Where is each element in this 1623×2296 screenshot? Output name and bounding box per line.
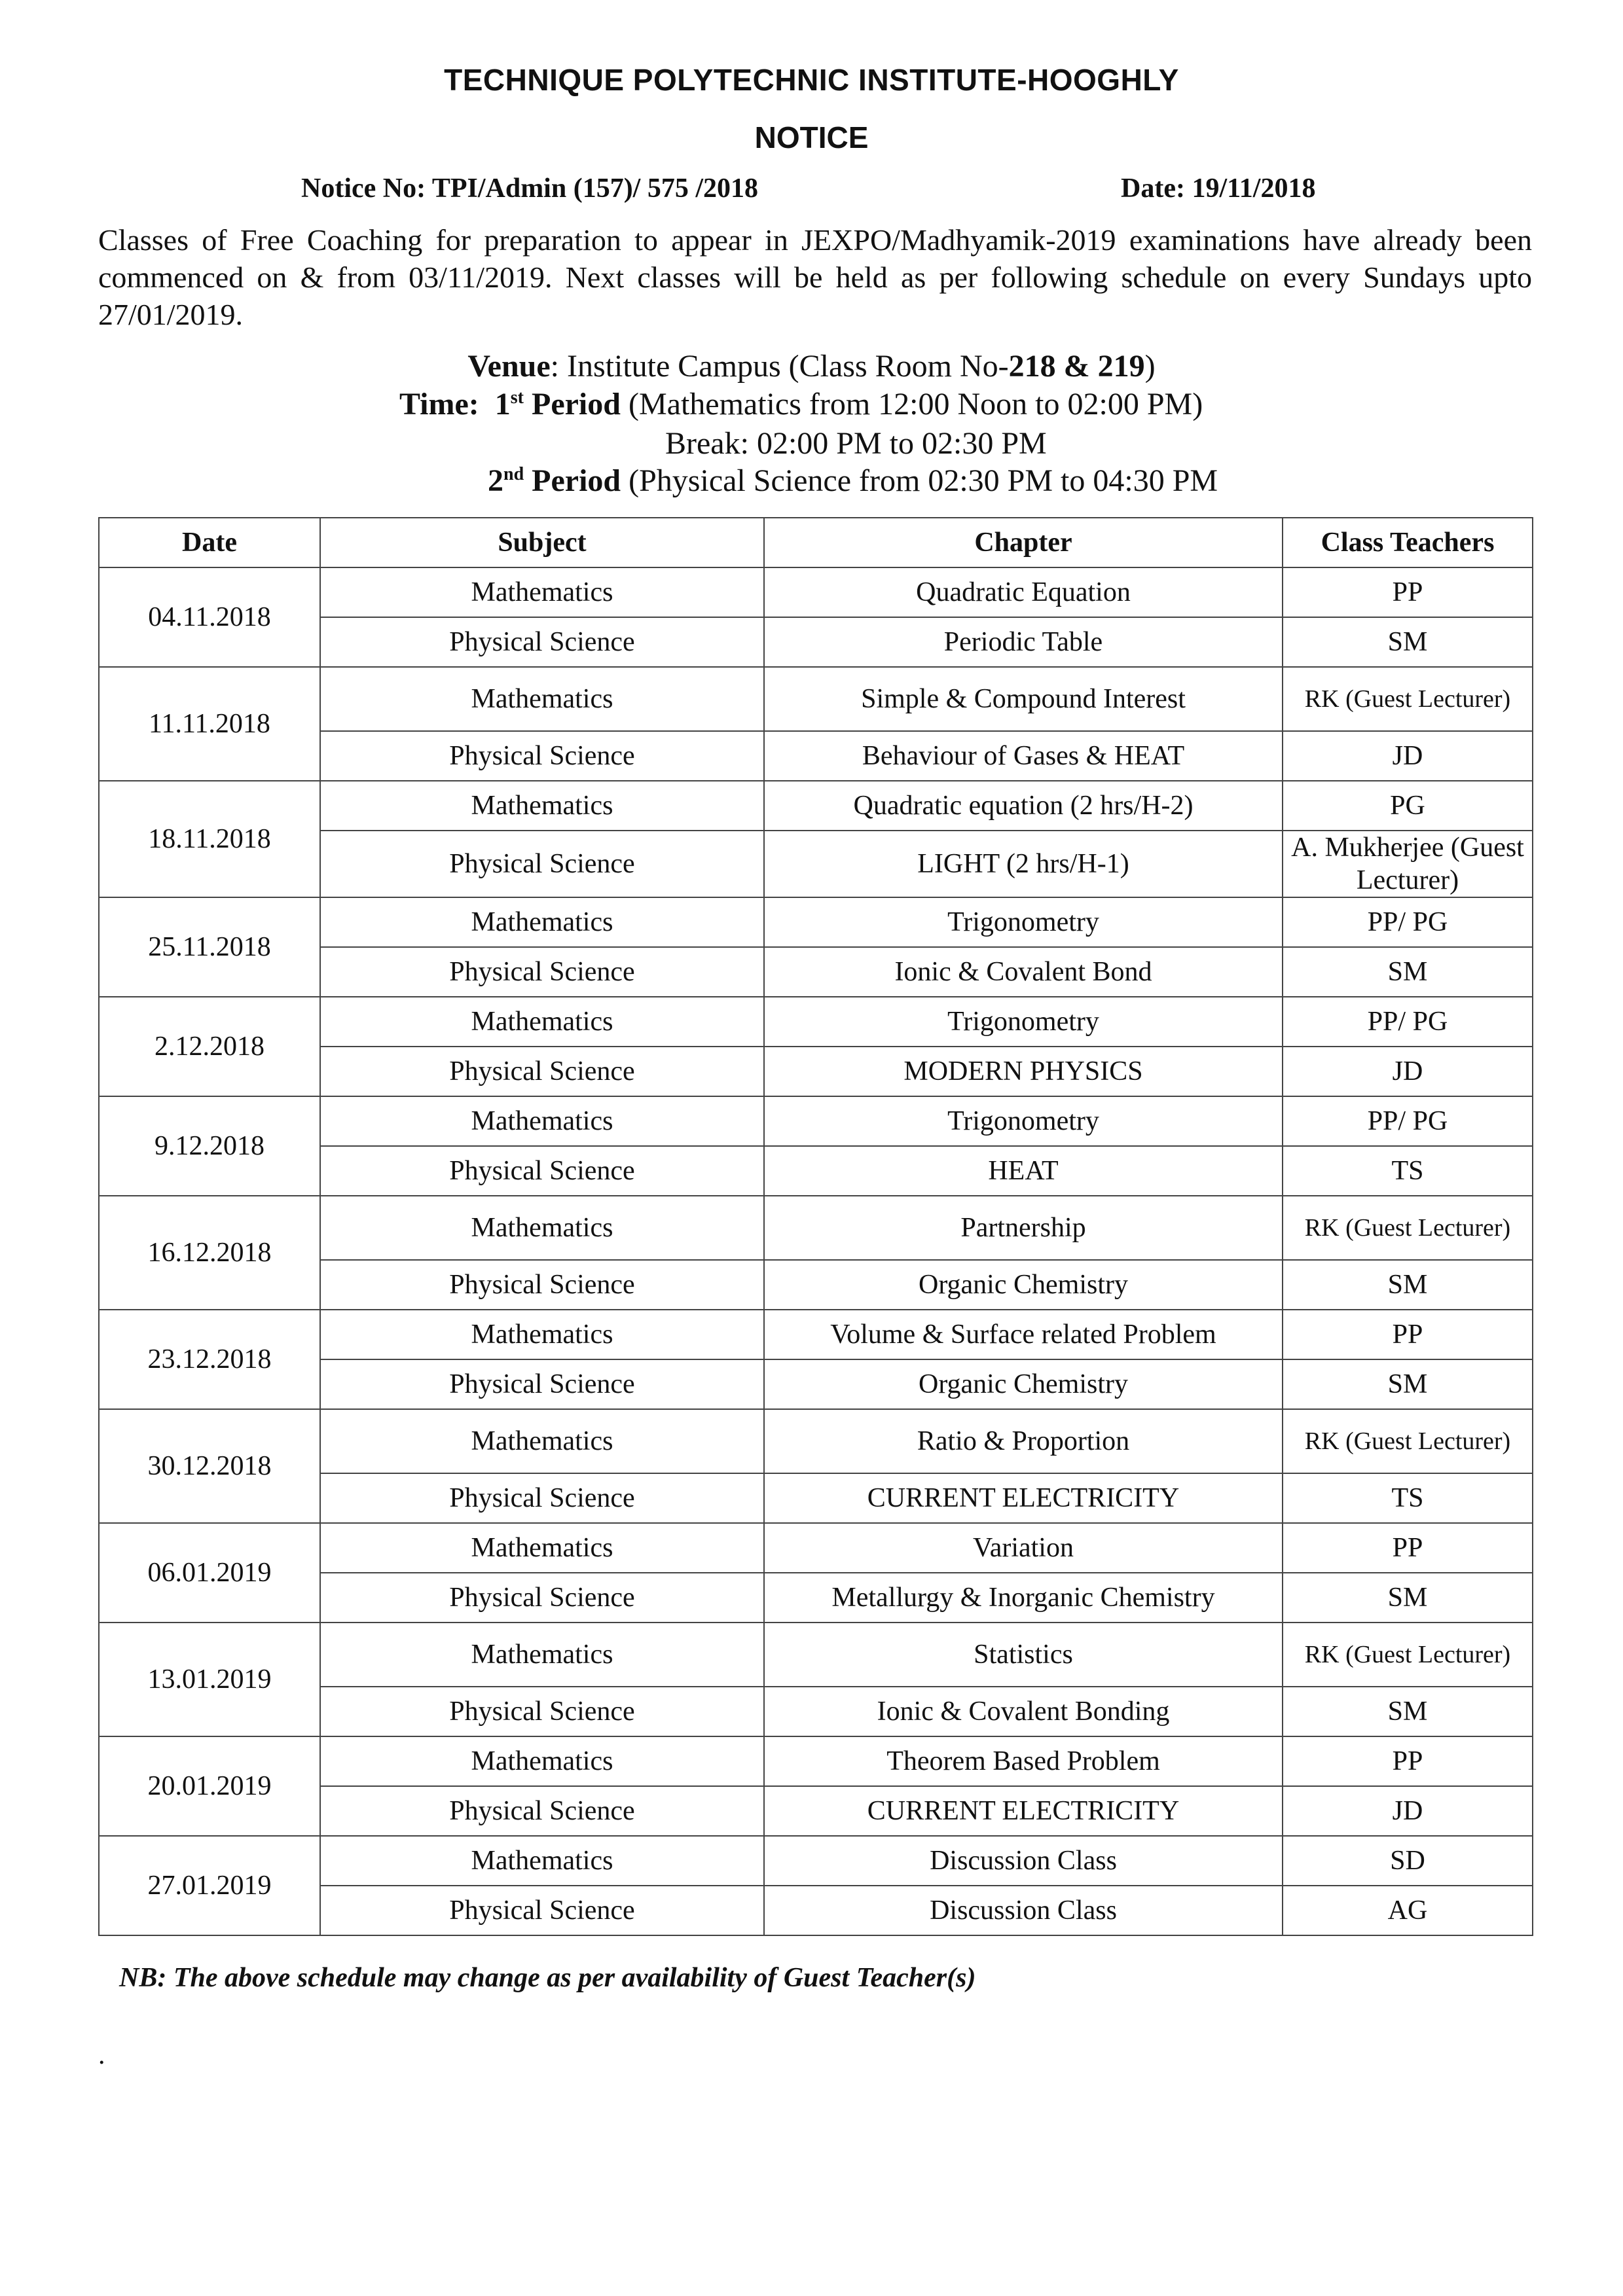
subject-cell: Physical Science: [320, 1573, 764, 1623]
chapter-cell: HEAT: [764, 1146, 1283, 1196]
time-line-period-2: [488, 463, 1218, 499]
teacher-cell: PP: [1283, 1523, 1533, 1573]
subject-cell: Mathematics: [320, 997, 764, 1047]
subject-cell: Mathematics: [320, 781, 764, 831]
header-chapter: Chapter: [764, 518, 1283, 567]
notice-number: Notice No: TPI/Admin (157)/ 575 /2018: [301, 173, 759, 204]
teacher-cell: RK (Guest Lecturer): [1283, 1623, 1533, 1687]
table-row: [99, 567, 1533, 617]
teacher-cell: PP: [1283, 567, 1533, 617]
notice-date: Date: 19/11/2018: [1121, 173, 1316, 204]
schedule-body: [99, 567, 1533, 1935]
table-row: [99, 781, 1533, 831]
subject-cell: Physical Science: [320, 1473, 764, 1523]
date-cell: 2.12.2018: [99, 997, 320, 1096]
period-2-suffix: nd: [503, 464, 524, 484]
teacher-cell: SM: [1283, 1687, 1533, 1736]
nb-note: NB: The above schedule may change as per availability of Guest Teacher(s): [119, 1963, 976, 1993]
table-row: [99, 1836, 1533, 1886]
table-row: [99, 1196, 1533, 1260]
teacher-cell: AG: [1283, 1886, 1533, 1935]
period-2-number: 2: [488, 463, 503, 498]
subject-cell: Mathematics: [320, 1196, 764, 1260]
chapter-cell: Discussion Class: [764, 1886, 1283, 1935]
teacher-cell: SM: [1283, 1573, 1533, 1623]
stray-dot: .: [98, 2040, 105, 2070]
chapter-cell: Statistics: [764, 1623, 1283, 1687]
subject-cell: Mathematics: [320, 667, 764, 731]
chapter-cell: MODERN PHYSICS: [764, 1047, 1283, 1096]
period-2-text: (Physical Science from 02:30 PM to 04:30 PM: [629, 463, 1218, 498]
period-1-label: Period: [532, 387, 621, 422]
chapter-cell: CURRENT ELECTRICITY: [764, 1786, 1283, 1836]
teacher-cell: PP/ PG: [1283, 997, 1533, 1047]
chapter-cell: Ionic & Covalent Bond: [764, 947, 1283, 997]
chapter-cell: Discussion Class: [764, 1836, 1283, 1886]
subject-cell: Mathematics: [320, 1310, 764, 1359]
table-row: [99, 1736, 1533, 1786]
subject-cell: Mathematics: [320, 1836, 764, 1886]
date-cell: 27.01.2019: [99, 1836, 320, 1935]
subject-cell: Physical Science: [320, 1047, 764, 1096]
header-class-teachers: Class Teachers: [1283, 518, 1533, 567]
subject-cell: Physical Science: [320, 831, 764, 897]
teacher-cell: TS: [1283, 1473, 1533, 1523]
time-line-period-1: [399, 386, 1203, 422]
chapter-cell: Theorem Based Problem: [764, 1736, 1283, 1786]
table-row: [99, 1310, 1533, 1359]
teacher-cell: PP: [1283, 1736, 1533, 1786]
chapter-cell: Ratio & Proportion: [764, 1409, 1283, 1473]
subject-cell: Physical Science: [320, 731, 764, 781]
table-header-row: [99, 518, 1533, 567]
notice-title: NOTICE: [754, 120, 869, 154]
table-row: [99, 1409, 1533, 1473]
teacher-cell: SM: [1283, 1359, 1533, 1409]
venue-line: [0, 348, 1623, 384]
chapter-cell: Trigonometry: [764, 897, 1283, 947]
teacher-cell: JD: [1283, 1786, 1533, 1836]
teacher-cell: JD: [1283, 1047, 1533, 1096]
subject-cell: Physical Science: [320, 617, 764, 667]
subject-cell: Physical Science: [320, 1786, 764, 1836]
teacher-cell: SM: [1283, 1260, 1533, 1310]
subject-cell: Physical Science: [320, 1260, 764, 1310]
header-subject: Subject: [320, 518, 764, 567]
chapter-cell: Behaviour of Gases & HEAT: [764, 731, 1283, 781]
break-line: Break: 02:00 PM to 02:30 PM: [665, 426, 1047, 461]
chapter-cell: Trigonometry: [764, 1096, 1283, 1146]
period-1-number: 1: [494, 387, 511, 422]
teacher-cell: A. Mukherjee (Guest Lecturer): [1283, 831, 1533, 897]
teacher-cell: TS: [1283, 1146, 1533, 1196]
teacher-cell: PG: [1283, 781, 1533, 831]
chapter-cell: Ionic & Covalent Bonding: [764, 1687, 1283, 1736]
date-cell: 16.12.2018: [99, 1196, 320, 1310]
period-1-text: (Mathematics from 12:00 Noon to 02:00 PM): [628, 387, 1203, 422]
chapter-cell: Quadratic equation (2 hrs/H-2): [764, 781, 1283, 831]
subject-cell: Physical Science: [320, 1359, 764, 1409]
date-cell: 23.12.2018: [99, 1310, 320, 1409]
subject-cell: Physical Science: [320, 1886, 764, 1935]
time-label: Time:: [399, 387, 479, 422]
teacher-cell: RK (Guest Lecturer): [1283, 667, 1533, 731]
venue-label: Venue: [467, 349, 551, 384]
teacher-cell: RK (Guest Lecturer): [1283, 1409, 1533, 1473]
date-cell: 13.01.2019: [99, 1623, 320, 1736]
subject-cell: Mathematics: [320, 1736, 764, 1786]
teacher-cell: RK (Guest Lecturer): [1283, 1196, 1533, 1260]
date-cell: 30.12.2018: [99, 1409, 320, 1523]
period-1-suffix: st: [510, 387, 524, 408]
date-cell: 25.11.2018: [99, 897, 320, 997]
subject-cell: Mathematics: [320, 1096, 764, 1146]
subject-cell: Physical Science: [320, 947, 764, 997]
chapter-cell: Partnership: [764, 1196, 1283, 1260]
table-row: [99, 667, 1533, 731]
teacher-cell: SM: [1283, 947, 1533, 997]
intro-paragraph: Classes of Free Coaching for preparation to appear in JEXPO/Madhyamik-2019 examinations have already been commenced on & from 03/11/2019. Next classes will be held as per following schedule on every Sundays upto 27/01/2019.: [98, 223, 1532, 331]
subject-cell: Physical Science: [320, 1687, 764, 1736]
subject-cell: Mathematics: [320, 1523, 764, 1573]
table-row: [99, 897, 1533, 947]
teacher-cell: PP: [1283, 1310, 1533, 1359]
subject-cell: Mathematics: [320, 1409, 764, 1473]
table-row: [99, 997, 1533, 1047]
header-date: Date: [99, 518, 320, 567]
table-row: [99, 1623, 1533, 1687]
chapter-cell: Simple & Compound Interest: [764, 667, 1283, 731]
chapter-cell: CURRENT ELECTRICITY: [764, 1473, 1283, 1523]
teacher-cell: SM: [1283, 617, 1533, 667]
teacher-cell: PP/ PG: [1283, 897, 1533, 947]
teacher-cell: JD: [1283, 731, 1533, 781]
chapter-cell: Metallurgy & Inorganic Chemistry: [764, 1573, 1283, 1623]
chapter-cell: Organic Chemistry: [764, 1260, 1283, 1310]
table-row: [99, 1523, 1533, 1573]
date-cell: 18.11.2018: [99, 781, 320, 897]
date-cell: 04.11.2018: [99, 567, 320, 667]
chapter-cell: LIGHT (2 hrs/H-1): [764, 831, 1283, 897]
teacher-cell: SD: [1283, 1836, 1533, 1886]
chapter-cell: Organic Chemistry: [764, 1359, 1283, 1409]
institute-name: TECHNIQUE POLYTECHNIC INSTITUTE-HOOGHLY: [444, 63, 1179, 97]
venue-text-after: ): [1144, 349, 1156, 384]
table-row: [99, 1096, 1533, 1146]
chapter-cell: Trigonometry: [764, 997, 1283, 1047]
venue-rooms: 218 & 219: [1008, 349, 1145, 384]
subject-cell: Mathematics: [320, 567, 764, 617]
chapter-cell: Periodic Table: [764, 617, 1283, 667]
date-cell: 20.01.2019: [99, 1736, 320, 1836]
schedule-table: [98, 517, 1533, 1936]
venue-text-before: : Institute Campus (Class Room No-: [550, 349, 1009, 384]
date-cell: 9.12.2018: [99, 1096, 320, 1196]
subject-cell: Mathematics: [320, 1623, 764, 1687]
subject-cell: Physical Science: [320, 1146, 764, 1196]
period-2-label: Period: [532, 463, 621, 498]
chapter-cell: Volume & Surface related Problem: [764, 1310, 1283, 1359]
chapter-cell: Variation: [764, 1523, 1283, 1573]
subject-cell: Mathematics: [320, 897, 764, 947]
teacher-cell: PP/ PG: [1283, 1096, 1533, 1146]
date-cell: 06.01.2019: [99, 1523, 320, 1623]
chapter-cell: Quadratic Equation: [764, 567, 1283, 617]
date-cell: 11.11.2018: [99, 667, 320, 781]
